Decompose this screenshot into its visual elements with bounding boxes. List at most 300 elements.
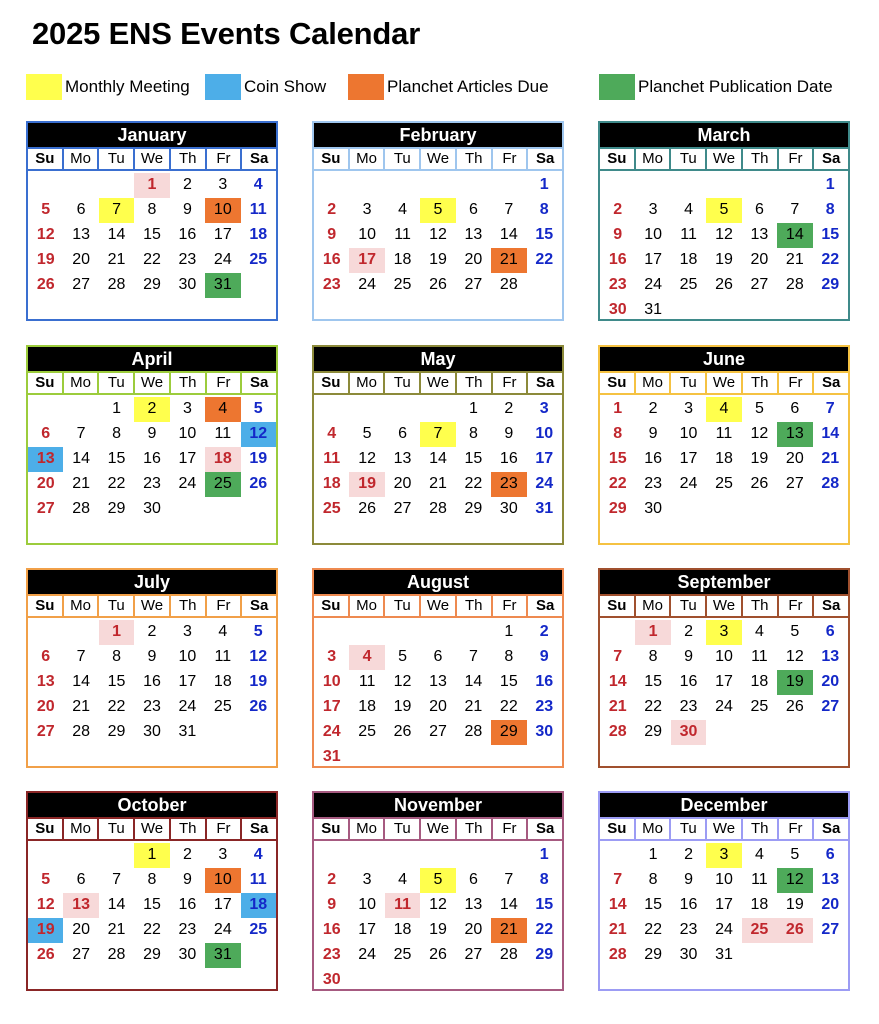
- date-cell[interactable]: 23: [143, 698, 161, 715]
- date-cell-meeting[interactable]: 5: [420, 198, 455, 223]
- date-cell[interactable]: 20: [36, 475, 55, 492]
- date-cell[interactable]: 10: [715, 871, 733, 888]
- date-cell[interactable]: 3: [182, 623, 192, 640]
- date-cell-articles[interactable]: 4: [205, 397, 240, 422]
- date-cell[interactable]: 4: [398, 201, 407, 218]
- date-cell[interactable]: 16: [143, 450, 161, 467]
- date-cell[interactable]: 14: [608, 673, 627, 690]
- date-cell[interactable]: 30: [178, 276, 197, 293]
- date-cell[interactable]: 27: [785, 475, 804, 492]
- date-cell[interactable]: 29: [107, 500, 126, 517]
- date-cell[interactable]: 18: [358, 698, 377, 715]
- date-cell[interactable]: 30: [499, 500, 518, 517]
- date-cell[interactable]: 15: [107, 673, 126, 690]
- date-cell[interactable]: 19: [750, 450, 769, 467]
- date-cell-meeting[interactable]: 3: [706, 620, 741, 645]
- date-cell[interactable]: 16: [178, 896, 197, 913]
- date-cell[interactable]: 5: [253, 623, 263, 640]
- date-cell[interactable]: 24: [178, 475, 197, 492]
- date-cell[interactable]: 31: [322, 748, 341, 765]
- date-cell[interactable]: 27: [36, 723, 55, 740]
- date-cell[interactable]: 14: [72, 450, 91, 467]
- date-cell-holiday[interactable]: 25: [742, 918, 777, 943]
- date-cell[interactable]: 20: [785, 450, 804, 467]
- date-cell[interactable]: 1: [539, 846, 549, 863]
- date-cell[interactable]: 16: [644, 450, 663, 467]
- date-cell-holiday[interactable]: 26: [777, 918, 812, 943]
- date-cell[interactable]: 15: [644, 673, 663, 690]
- date-cell[interactable]: 24: [715, 921, 733, 938]
- date-cell[interactable]: 9: [613, 226, 623, 243]
- date-cell[interactable]: 4: [327, 425, 337, 442]
- date-cell[interactable]: 12: [429, 896, 447, 913]
- date-cell[interactable]: 19: [715, 251, 733, 268]
- date-cell-meeting[interactable]: 4: [706, 397, 741, 422]
- date-cell[interactable]: 24: [535, 475, 554, 492]
- date-cell[interactable]: 23: [679, 921, 698, 938]
- date-cell[interactable]: 23: [322, 946, 341, 963]
- date-cell[interactable]: 24: [213, 921, 232, 938]
- date-cell[interactable]: 4: [218, 623, 228, 640]
- date-cell[interactable]: 18: [393, 921, 412, 938]
- date-cell[interactable]: 30: [322, 971, 341, 988]
- date-cell[interactable]: 8: [147, 871, 157, 888]
- date-cell[interactable]: 8: [112, 425, 121, 442]
- date-cell-articles[interactable]: 29: [491, 720, 526, 745]
- date-cell[interactable]: 23: [322, 276, 341, 293]
- date-cell-meeting[interactable]: 7: [420, 422, 455, 447]
- date-cell[interactable]: 28: [72, 723, 91, 740]
- date-cell[interactable]: 3: [218, 176, 228, 193]
- date-cell[interactable]: 29: [644, 723, 663, 740]
- date-cell[interactable]: 30: [178, 946, 197, 963]
- date-cell[interactable]: 24: [213, 251, 232, 268]
- date-cell[interactable]: 15: [535, 896, 554, 913]
- date-cell[interactable]: 10: [358, 226, 377, 243]
- date-cell[interactable]: 3: [362, 201, 372, 218]
- date-cell[interactable]: 8: [504, 648, 514, 665]
- date-cell[interactable]: 19: [249, 450, 268, 467]
- date-cell[interactable]: 29: [608, 500, 627, 517]
- date-cell[interactable]: 7: [825, 400, 835, 417]
- date-cell-articles[interactable]: 10: [205, 868, 240, 893]
- date-cell[interactable]: 23: [178, 921, 197, 938]
- date-cell[interactable]: 6: [825, 623, 835, 640]
- date-cell-holiday[interactable]: 11: [385, 893, 420, 918]
- date-cell[interactable]: 13: [464, 226, 483, 243]
- date-cell[interactable]: 28: [72, 500, 91, 517]
- date-cell[interactable]: 22: [143, 251, 161, 268]
- date-cell[interactable]: 14: [499, 896, 518, 913]
- date-cell[interactable]: 14: [72, 673, 91, 690]
- date-cell[interactable]: 20: [36, 698, 55, 715]
- date-cell[interactable]: 21: [464, 698, 483, 715]
- date-cell[interactable]: 16: [499, 450, 518, 467]
- date-cell[interactable]: 25: [679, 276, 698, 293]
- date-cell[interactable]: 8: [468, 425, 478, 442]
- date-cell[interactable]: 13: [464, 896, 483, 913]
- date-cell[interactable]: 19: [249, 673, 268, 690]
- date-cell[interactable]: 26: [36, 276, 55, 293]
- date-cell[interactable]: 14: [429, 450, 447, 467]
- date-cell[interactable]: 30: [679, 946, 698, 963]
- date-cell[interactable]: 25: [750, 698, 769, 715]
- date-cell[interactable]: 24: [358, 946, 377, 963]
- date-cell[interactable]: 20: [393, 475, 412, 492]
- date-cell[interactable]: 7: [76, 648, 86, 665]
- date-cell[interactable]: 5: [754, 400, 764, 417]
- date-cell[interactable]: 28: [499, 946, 518, 963]
- date-cell[interactable]: 26: [785, 698, 804, 715]
- date-cell-coinshow[interactable]: 19: [28, 918, 63, 943]
- date-cell-meeting[interactable]: 1: [134, 843, 169, 868]
- date-cell-holiday[interactable]: 30: [671, 720, 706, 745]
- date-cell[interactable]: 23: [178, 251, 197, 268]
- date-cell[interactable]: 26: [429, 276, 447, 293]
- date-cell[interactable]: 17: [715, 673, 733, 690]
- date-cell[interactable]: 11: [249, 201, 267, 218]
- date-cell[interactable]: 19: [429, 921, 447, 938]
- date-cell[interactable]: 24: [358, 276, 377, 293]
- date-cell[interactable]: 9: [182, 201, 192, 218]
- date-cell[interactable]: 6: [433, 648, 443, 665]
- date-cell[interactable]: 1: [468, 400, 478, 417]
- date-cell[interactable]: 25: [213, 698, 232, 715]
- date-cell[interactable]: 7: [504, 201, 514, 218]
- date-cell[interactable]: 28: [608, 723, 627, 740]
- date-cell[interactable]: 9: [182, 871, 192, 888]
- date-cell-coinshow[interactable]: 13: [28, 447, 63, 472]
- date-cell-holiday[interactable]: 13: [63, 893, 98, 918]
- date-cell[interactable]: 5: [790, 846, 800, 863]
- date-cell[interactable]: 4: [754, 846, 764, 863]
- date-cell[interactable]: 29: [821, 276, 840, 293]
- date-cell-holiday[interactable]: 1: [635, 620, 670, 645]
- date-cell[interactable]: 14: [107, 226, 126, 243]
- date-cell[interactable]: 19: [393, 698, 412, 715]
- date-cell[interactable]: 28: [608, 946, 627, 963]
- date-cell-coinshow[interactable]: 18: [241, 893, 276, 918]
- date-cell[interactable]: 26: [358, 500, 377, 517]
- date-cell-holiday[interactable]: 4: [349, 645, 384, 670]
- date-cell[interactable]: 25: [322, 500, 341, 517]
- date-cell[interactable]: 5: [398, 648, 407, 665]
- date-cell[interactable]: 4: [398, 871, 407, 888]
- date-cell-publication[interactable]: 14: [777, 223, 812, 248]
- date-cell[interactable]: 2: [648, 400, 658, 417]
- date-cell[interactable]: 2: [539, 623, 549, 640]
- date-cell[interactable]: 8: [539, 871, 549, 888]
- date-cell[interactable]: 10: [322, 673, 341, 690]
- date-cell[interactable]: 12: [429, 226, 447, 243]
- date-cell[interactable]: 30: [143, 723, 161, 740]
- date-cell[interactable]: 2: [327, 871, 337, 888]
- date-cell[interactable]: 20: [72, 921, 91, 938]
- date-cell[interactable]: 13: [750, 226, 769, 243]
- date-cell[interactable]: 5: [253, 400, 263, 417]
- date-cell[interactable]: 9: [648, 425, 658, 442]
- date-cell[interactable]: 11: [358, 673, 376, 690]
- date-cell[interactable]: 24: [178, 698, 197, 715]
- date-cell[interactable]: 17: [213, 226, 232, 243]
- date-cell[interactable]: 1: [504, 623, 514, 640]
- date-cell[interactable]: 17: [358, 921, 377, 938]
- date-cell[interactable]: 7: [613, 648, 623, 665]
- date-cell[interactable]: 16: [679, 896, 698, 913]
- date-cell[interactable]: 28: [107, 946, 126, 963]
- date-cell[interactable]: 27: [72, 276, 91, 293]
- date-cell[interactable]: 29: [143, 276, 161, 293]
- date-cell-articles[interactable]: 23: [491, 472, 526, 497]
- date-cell[interactable]: 13: [429, 673, 447, 690]
- date-cell[interactable]: 18: [322, 475, 341, 492]
- date-cell-meeting[interactable]: 5: [706, 198, 741, 223]
- date-cell[interactable]: 10: [644, 226, 663, 243]
- date-cell[interactable]: 4: [754, 623, 764, 640]
- date-cell[interactable]: 22: [464, 475, 483, 492]
- date-cell-articles[interactable]: 10: [205, 198, 240, 223]
- date-cell-articles[interactable]: 21: [491, 248, 526, 273]
- date-cell-holiday[interactable]: 1: [99, 620, 134, 645]
- date-cell[interactable]: 15: [821, 226, 840, 243]
- date-cell[interactable]: 6: [754, 201, 764, 218]
- date-cell-publication[interactable]: 31: [205, 273, 240, 298]
- date-cell[interactable]: 4: [684, 201, 693, 218]
- date-cell[interactable]: 16: [322, 251, 341, 268]
- date-cell[interactable]: 20: [464, 921, 483, 938]
- date-cell[interactable]: 8: [539, 201, 549, 218]
- date-cell[interactable]: 23: [644, 475, 663, 492]
- date-cell[interactable]: 8: [825, 201, 835, 218]
- date-cell[interactable]: 15: [143, 896, 161, 913]
- date-cell[interactable]: 25: [393, 276, 412, 293]
- date-cell[interactable]: 14: [107, 896, 126, 913]
- date-cell[interactable]: 27: [821, 921, 840, 938]
- date-cell[interactable]: 3: [218, 846, 228, 863]
- date-cell[interactable]: 4: [253, 176, 263, 193]
- date-cell[interactable]: 13: [72, 226, 91, 243]
- date-cell[interactable]: 20: [821, 896, 840, 913]
- date-cell[interactable]: 7: [76, 425, 86, 442]
- date-cell[interactable]: 10: [178, 648, 197, 665]
- date-cell[interactable]: 13: [36, 673, 55, 690]
- date-cell[interactable]: 2: [504, 400, 514, 417]
- date-cell[interactable]: 2: [327, 201, 337, 218]
- date-cell[interactable]: 12: [36, 896, 55, 913]
- date-cell[interactable]: 27: [750, 276, 769, 293]
- date-cell-meeting[interactable]: 2: [134, 397, 169, 422]
- date-cell[interactable]: 9: [327, 896, 337, 913]
- date-cell[interactable]: 16: [535, 673, 554, 690]
- date-cell[interactable]: 30: [535, 723, 554, 740]
- date-cell[interactable]: 2: [684, 846, 693, 863]
- date-cell[interactable]: 25: [715, 475, 733, 492]
- date-cell[interactable]: 4: [253, 846, 263, 863]
- date-cell[interactable]: 22: [608, 475, 627, 492]
- date-cell[interactable]: 11: [751, 871, 768, 888]
- date-cell[interactable]: 10: [535, 425, 554, 442]
- date-cell[interactable]: 13: [821, 871, 840, 888]
- date-cell[interactable]: 20: [464, 251, 483, 268]
- date-cell[interactable]: 15: [608, 450, 627, 467]
- date-cell[interactable]: 11: [249, 871, 267, 888]
- date-cell-publication[interactable]: 12: [777, 868, 812, 893]
- date-cell-meeting[interactable]: 5: [420, 868, 455, 893]
- date-cell[interactable]: 15: [107, 450, 126, 467]
- date-cell[interactable]: 17: [178, 450, 197, 467]
- date-cell[interactable]: 12: [393, 673, 412, 690]
- date-cell[interactable]: 9: [327, 226, 337, 243]
- date-cell[interactable]: 7: [504, 871, 514, 888]
- date-cell[interactable]: 13: [821, 648, 840, 665]
- date-cell[interactable]: 5: [790, 623, 800, 640]
- date-cell[interactable]: 15: [143, 226, 161, 243]
- date-cell[interactable]: 1: [613, 400, 623, 417]
- date-cell[interactable]: 3: [684, 400, 693, 417]
- date-cell[interactable]: 23: [143, 475, 161, 492]
- date-cell[interactable]: 28: [107, 276, 126, 293]
- date-cell[interactable]: 17: [715, 896, 733, 913]
- date-cell[interactable]: 30: [644, 500, 663, 517]
- date-cell[interactable]: 6: [468, 871, 478, 888]
- date-cell[interactable]: 12: [358, 450, 377, 467]
- date-cell[interactable]: 31: [715, 946, 733, 963]
- date-cell[interactable]: 11: [323, 450, 341, 467]
- date-cell[interactable]: 15: [644, 896, 663, 913]
- date-cell[interactable]: 19: [785, 896, 804, 913]
- date-cell[interactable]: 3: [362, 871, 372, 888]
- date-cell[interactable]: 18: [750, 673, 769, 690]
- date-cell[interactable]: 6: [468, 201, 478, 218]
- date-cell[interactable]: 11: [751, 648, 768, 665]
- date-cell[interactable]: 30: [143, 500, 161, 517]
- date-cell-holiday[interactable]: 19: [349, 472, 384, 497]
- date-cell[interactable]: 22: [644, 698, 663, 715]
- date-cell-holiday[interactable]: 17: [349, 248, 384, 273]
- date-cell[interactable]: 15: [535, 226, 554, 243]
- date-cell[interactable]: 17: [178, 673, 197, 690]
- date-cell[interactable]: 18: [715, 450, 733, 467]
- date-cell[interactable]: 16: [178, 226, 197, 243]
- date-cell[interactable]: 14: [464, 673, 483, 690]
- date-cell[interactable]: 29: [644, 946, 663, 963]
- date-cell[interactable]: 8: [147, 201, 157, 218]
- date-cell[interactable]: 3: [648, 201, 658, 218]
- date-cell[interactable]: 16: [679, 673, 698, 690]
- date-cell[interactable]: 29: [107, 723, 126, 740]
- date-cell[interactable]: 23: [679, 698, 698, 715]
- date-cell[interactable]: 14: [499, 226, 518, 243]
- date-cell[interactable]: 8: [112, 648, 121, 665]
- date-cell[interactable]: 10: [358, 896, 377, 913]
- date-cell[interactable]: 17: [535, 450, 554, 467]
- date-cell[interactable]: 26: [249, 475, 268, 492]
- date-cell[interactable]: 14: [608, 896, 627, 913]
- date-cell[interactable]: 19: [36, 251, 55, 268]
- date-cell[interactable]: 31: [535, 500, 554, 517]
- date-cell[interactable]: 24: [322, 723, 341, 740]
- date-cell[interactable]: 18: [393, 251, 412, 268]
- date-cell[interactable]: 5: [362, 425, 372, 442]
- date-cell[interactable]: 9: [504, 425, 514, 442]
- date-cell[interactable]: 2: [182, 846, 192, 863]
- date-cell[interactable]: 11: [715, 425, 733, 442]
- date-cell[interactable]: 22: [535, 251, 554, 268]
- date-cell[interactable]: 3: [182, 400, 192, 417]
- date-cell-articles[interactable]: 21: [491, 918, 526, 943]
- date-cell[interactable]: 6: [76, 871, 86, 888]
- date-cell[interactable]: 27: [393, 500, 412, 517]
- date-cell[interactable]: 29: [464, 500, 483, 517]
- date-cell[interactable]: 10: [679, 425, 698, 442]
- date-cell[interactable]: 2: [147, 623, 157, 640]
- date-cell[interactable]: 8: [648, 648, 658, 665]
- date-cell[interactable]: 3: [539, 400, 549, 417]
- date-cell[interactable]: 22: [107, 475, 126, 492]
- date-cell[interactable]: 22: [499, 698, 518, 715]
- date-cell[interactable]: 9: [147, 425, 157, 442]
- date-cell[interactable]: 9: [684, 871, 693, 888]
- date-cell[interactable]: 27: [464, 946, 483, 963]
- date-cell[interactable]: 9: [539, 648, 549, 665]
- date-cell[interactable]: 20: [821, 673, 840, 690]
- date-cell[interactable]: 17: [322, 698, 341, 715]
- date-cell[interactable]: 5: [41, 871, 51, 888]
- date-cell[interactable]: 21: [821, 450, 840, 467]
- date-cell[interactable]: 6: [825, 846, 835, 863]
- date-cell[interactable]: 21: [107, 251, 126, 268]
- date-cell[interactable]: 25: [393, 946, 412, 963]
- date-cell[interactable]: 26: [36, 946, 55, 963]
- date-cell[interactable]: 26: [249, 698, 268, 715]
- date-cell[interactable]: 6: [76, 201, 86, 218]
- date-cell[interactable]: 27: [36, 500, 55, 517]
- date-cell[interactable]: 11: [214, 648, 232, 665]
- date-cell[interactable]: 7: [112, 871, 121, 888]
- date-cell[interactable]: 31: [644, 301, 663, 318]
- date-cell[interactable]: 5: [41, 201, 51, 218]
- date-cell[interactable]: 18: [679, 251, 698, 268]
- date-cell[interactable]: 22: [535, 921, 554, 938]
- date-cell[interactable]: 15: [464, 450, 483, 467]
- date-cell[interactable]: 21: [785, 251, 804, 268]
- date-cell[interactable]: 6: [41, 648, 51, 665]
- date-cell[interactable]: 22: [644, 921, 663, 938]
- date-cell[interactable]: 28: [464, 723, 483, 740]
- date-cell[interactable]: 21: [608, 698, 627, 715]
- date-cell[interactable]: 9: [147, 648, 157, 665]
- date-cell-holiday[interactable]: 18: [205, 447, 240, 472]
- date-cell[interactable]: 24: [679, 475, 698, 492]
- date-cell[interactable]: 24: [715, 698, 733, 715]
- date-cell[interactable]: 1: [112, 400, 121, 417]
- date-cell[interactable]: 6: [41, 425, 51, 442]
- date-cell[interactable]: 17: [644, 251, 663, 268]
- date-cell-holiday[interactable]: 1: [134, 173, 169, 198]
- date-cell[interactable]: 8: [613, 425, 623, 442]
- date-cell[interactable]: 13: [393, 450, 412, 467]
- date-cell[interactable]: 28: [821, 475, 840, 492]
- date-cell[interactable]: 21: [72, 475, 91, 492]
- date-cell[interactable]: 27: [821, 698, 840, 715]
- date-cell[interactable]: 7: [468, 648, 478, 665]
- date-cell[interactable]: 16: [322, 921, 341, 938]
- date-cell[interactable]: 25: [358, 723, 377, 740]
- date-cell[interactable]: 1: [825, 176, 835, 193]
- date-cell[interactable]: 12: [715, 226, 733, 243]
- date-cell[interactable]: 11: [394, 226, 411, 243]
- date-cell[interactable]: 2: [613, 201, 623, 218]
